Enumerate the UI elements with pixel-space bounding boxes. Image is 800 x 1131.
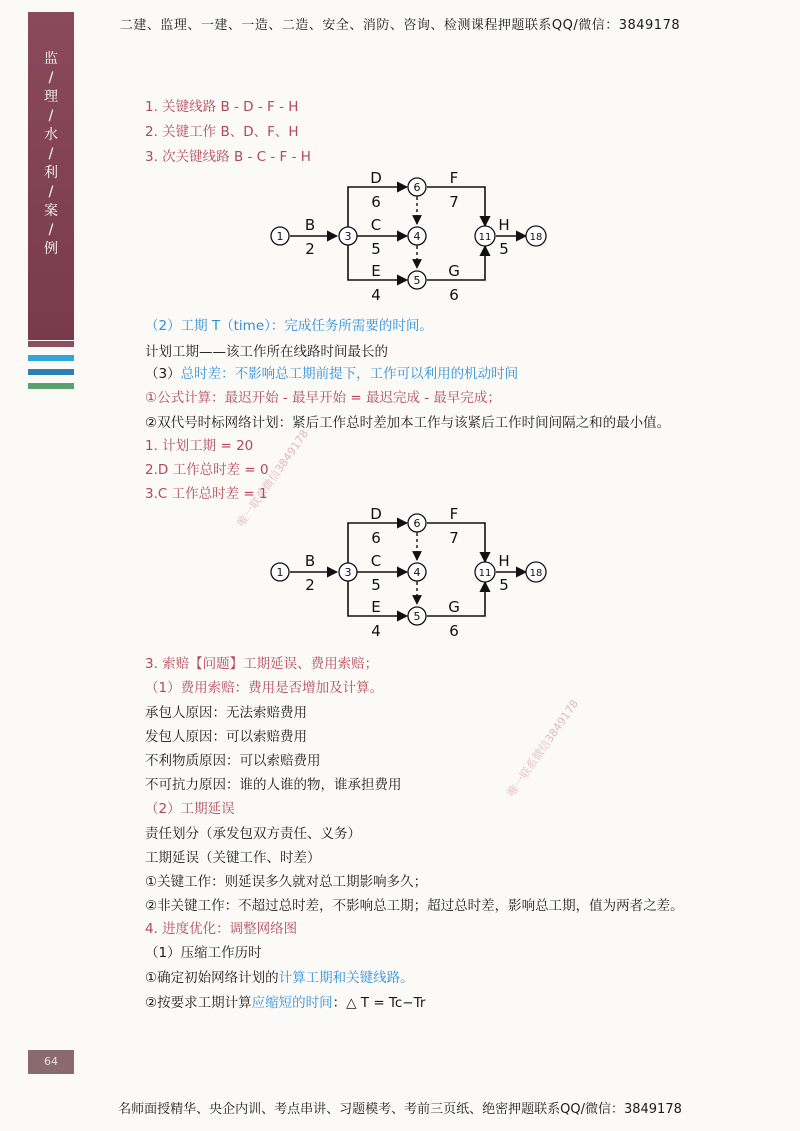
section-sidebar (28, 12, 74, 340)
activity-name: E (371, 598, 381, 616)
activity-name: C (370, 216, 382, 234)
activity-name: F (449, 172, 459, 187)
text-line: 不利物质原因：可以索赔费用 (145, 753, 321, 769)
sidebar-stripe (28, 383, 74, 389)
node-label: 3 (344, 566, 352, 579)
activity-duration: 6 (449, 286, 459, 302)
activity-duration: 6 (449, 622, 459, 638)
text-line: （1）压缩工作历时 (145, 945, 262, 961)
page-number: 64 (44, 1055, 58, 1068)
text-line: 3. 次关键线路 B - C - F - H (145, 149, 311, 165)
text-line: （2）工期延误 (145, 801, 235, 817)
text-line: 承包人原因：无法索赔费用 (145, 705, 307, 721)
activity-name: F (449, 508, 459, 523)
text-line: 4. 进度优化：调整网络图 (145, 921, 298, 937)
text-line: 不可抗力原因：谁的人谁的物，谁承担费用 (145, 777, 402, 793)
activity-name: G (448, 598, 460, 616)
activity-duration: 5 (371, 576, 381, 594)
node-label: 3 (344, 230, 352, 243)
node-label: 1 (276, 566, 284, 579)
text-prefix: （3） (145, 366, 181, 382)
node-label: 5 (413, 274, 421, 287)
text-prefix: ①确定初始网络计划的 (145, 970, 279, 986)
activity-name: D (370, 508, 382, 523)
node-label: 1 (276, 230, 284, 243)
text-line: ①公式计算：最迟开始 - 最早开始 = 最迟完成 - 最早完成； (145, 390, 501, 406)
activity-duration: 4 (371, 622, 381, 638)
activity-name: D (370, 172, 382, 187)
activity-name: H (498, 216, 510, 234)
node-label: 4 (413, 566, 421, 579)
text-line: 2.D 工作总时差 = 0 (145, 462, 269, 478)
activity-duration: 5 (371, 240, 381, 258)
activity-name: B (304, 216, 316, 234)
text-line: 责任划分（承发包双方责任、义务） (145, 826, 361, 842)
network-diagram (268, 172, 558, 302)
text-line: （1）费用索赔：费用是否增加及计算。 (145, 680, 384, 696)
activity-duration: 7 (449, 193, 459, 211)
text-line (145, 362, 518, 382)
activity-duration: 6 (371, 193, 381, 211)
sidebar-stripe (28, 369, 74, 375)
activity-duration: 2 (305, 240, 315, 258)
text-line: 1. 关键线路 B - D - F - H (145, 99, 299, 115)
sidebar-stripe (28, 341, 74, 347)
activity-name: G (448, 262, 460, 280)
node-label: 11 (478, 568, 492, 579)
activity-duration: 5 (499, 240, 509, 258)
activity-duration: 6 (371, 529, 381, 547)
text-line: 3. 索赔【问题】工期延误、费用索赔； (145, 656, 379, 672)
node-label: 6 (413, 517, 421, 530)
page-header: 二建、监理、一建、一造、二造、安全、消防、咨询、检测课程押题联系QQ/微信：3849178 (119, 18, 681, 33)
text-line: 发包人原因：可以索赔费用 (145, 729, 307, 745)
watermark: 唯一联系微信3849178 (504, 697, 582, 800)
network-diagram (268, 508, 558, 638)
node-label: 18 (529, 568, 543, 579)
text-line: ①关键工作：则延误多久就对总工期影响多久； (145, 874, 428, 890)
node-label: 6 (413, 181, 421, 194)
node-label: 18 (529, 232, 543, 243)
highlight-text: 应缩短的时间 (251, 995, 333, 1011)
highlight-text: 计算工期和关键线路。 (278, 970, 414, 986)
text-line: 3.C 工作总时差 = 1 (145, 486, 268, 502)
activity-name: E (371, 262, 381, 280)
activity-duration: 4 (371, 286, 381, 302)
activity-duration: 5 (499, 576, 509, 594)
text-line: 工期延误（关键工作、时差） (145, 850, 321, 866)
highlight-text: 总时差：不影响总工期前提下，工作可以利用的机动时间 (180, 366, 519, 382)
text-line: ②非关键工作：不超过总时差，不影响总工期；超过总时差，影响总工期，值为两者之差。 (145, 898, 684, 914)
node-label: 5 (413, 610, 421, 623)
text-line: ②双代号时标网络计划：紧后工作总时差加本工作与该紧后工作时间间隔之和的最小值。 (145, 415, 671, 431)
activity-duration: 2 (305, 576, 315, 594)
sidebar-label: 监 / 理 / 水 / 利 / 案 / 例 (44, 51, 58, 257)
text-suffix: ：△ T = Tc−Tr (332, 995, 426, 1011)
node-label: 11 (478, 232, 492, 243)
text-line: 计划工期——该工作所在线路时间最长的 (145, 344, 388, 360)
node-label: 4 (413, 230, 421, 243)
text-line (145, 991, 425, 1011)
sidebar-stripe (28, 355, 74, 361)
page-footer: 名师面授精华、央企内训、考点串讲、习题模考、考前三页纸、绝密押题联系QQ/微信：3849178 (118, 1102, 682, 1117)
activity-name: H (498, 552, 510, 570)
text-line: 2. 关键工作 B、D、F、H (145, 124, 299, 140)
text-line (145, 966, 414, 986)
activity-name: B (304, 552, 316, 570)
text-line: （2）工期 T（time）：完成任务所需要的时间。 (145, 318, 433, 334)
watermark: 唯一联系微信3849178 (234, 427, 312, 530)
text-prefix: ②按要求工期计算 (145, 995, 252, 1011)
activity-duration: 7 (449, 529, 459, 547)
activity-name: C (370, 552, 382, 570)
text-line: 1. 计划工期 = 20 (145, 438, 254, 454)
